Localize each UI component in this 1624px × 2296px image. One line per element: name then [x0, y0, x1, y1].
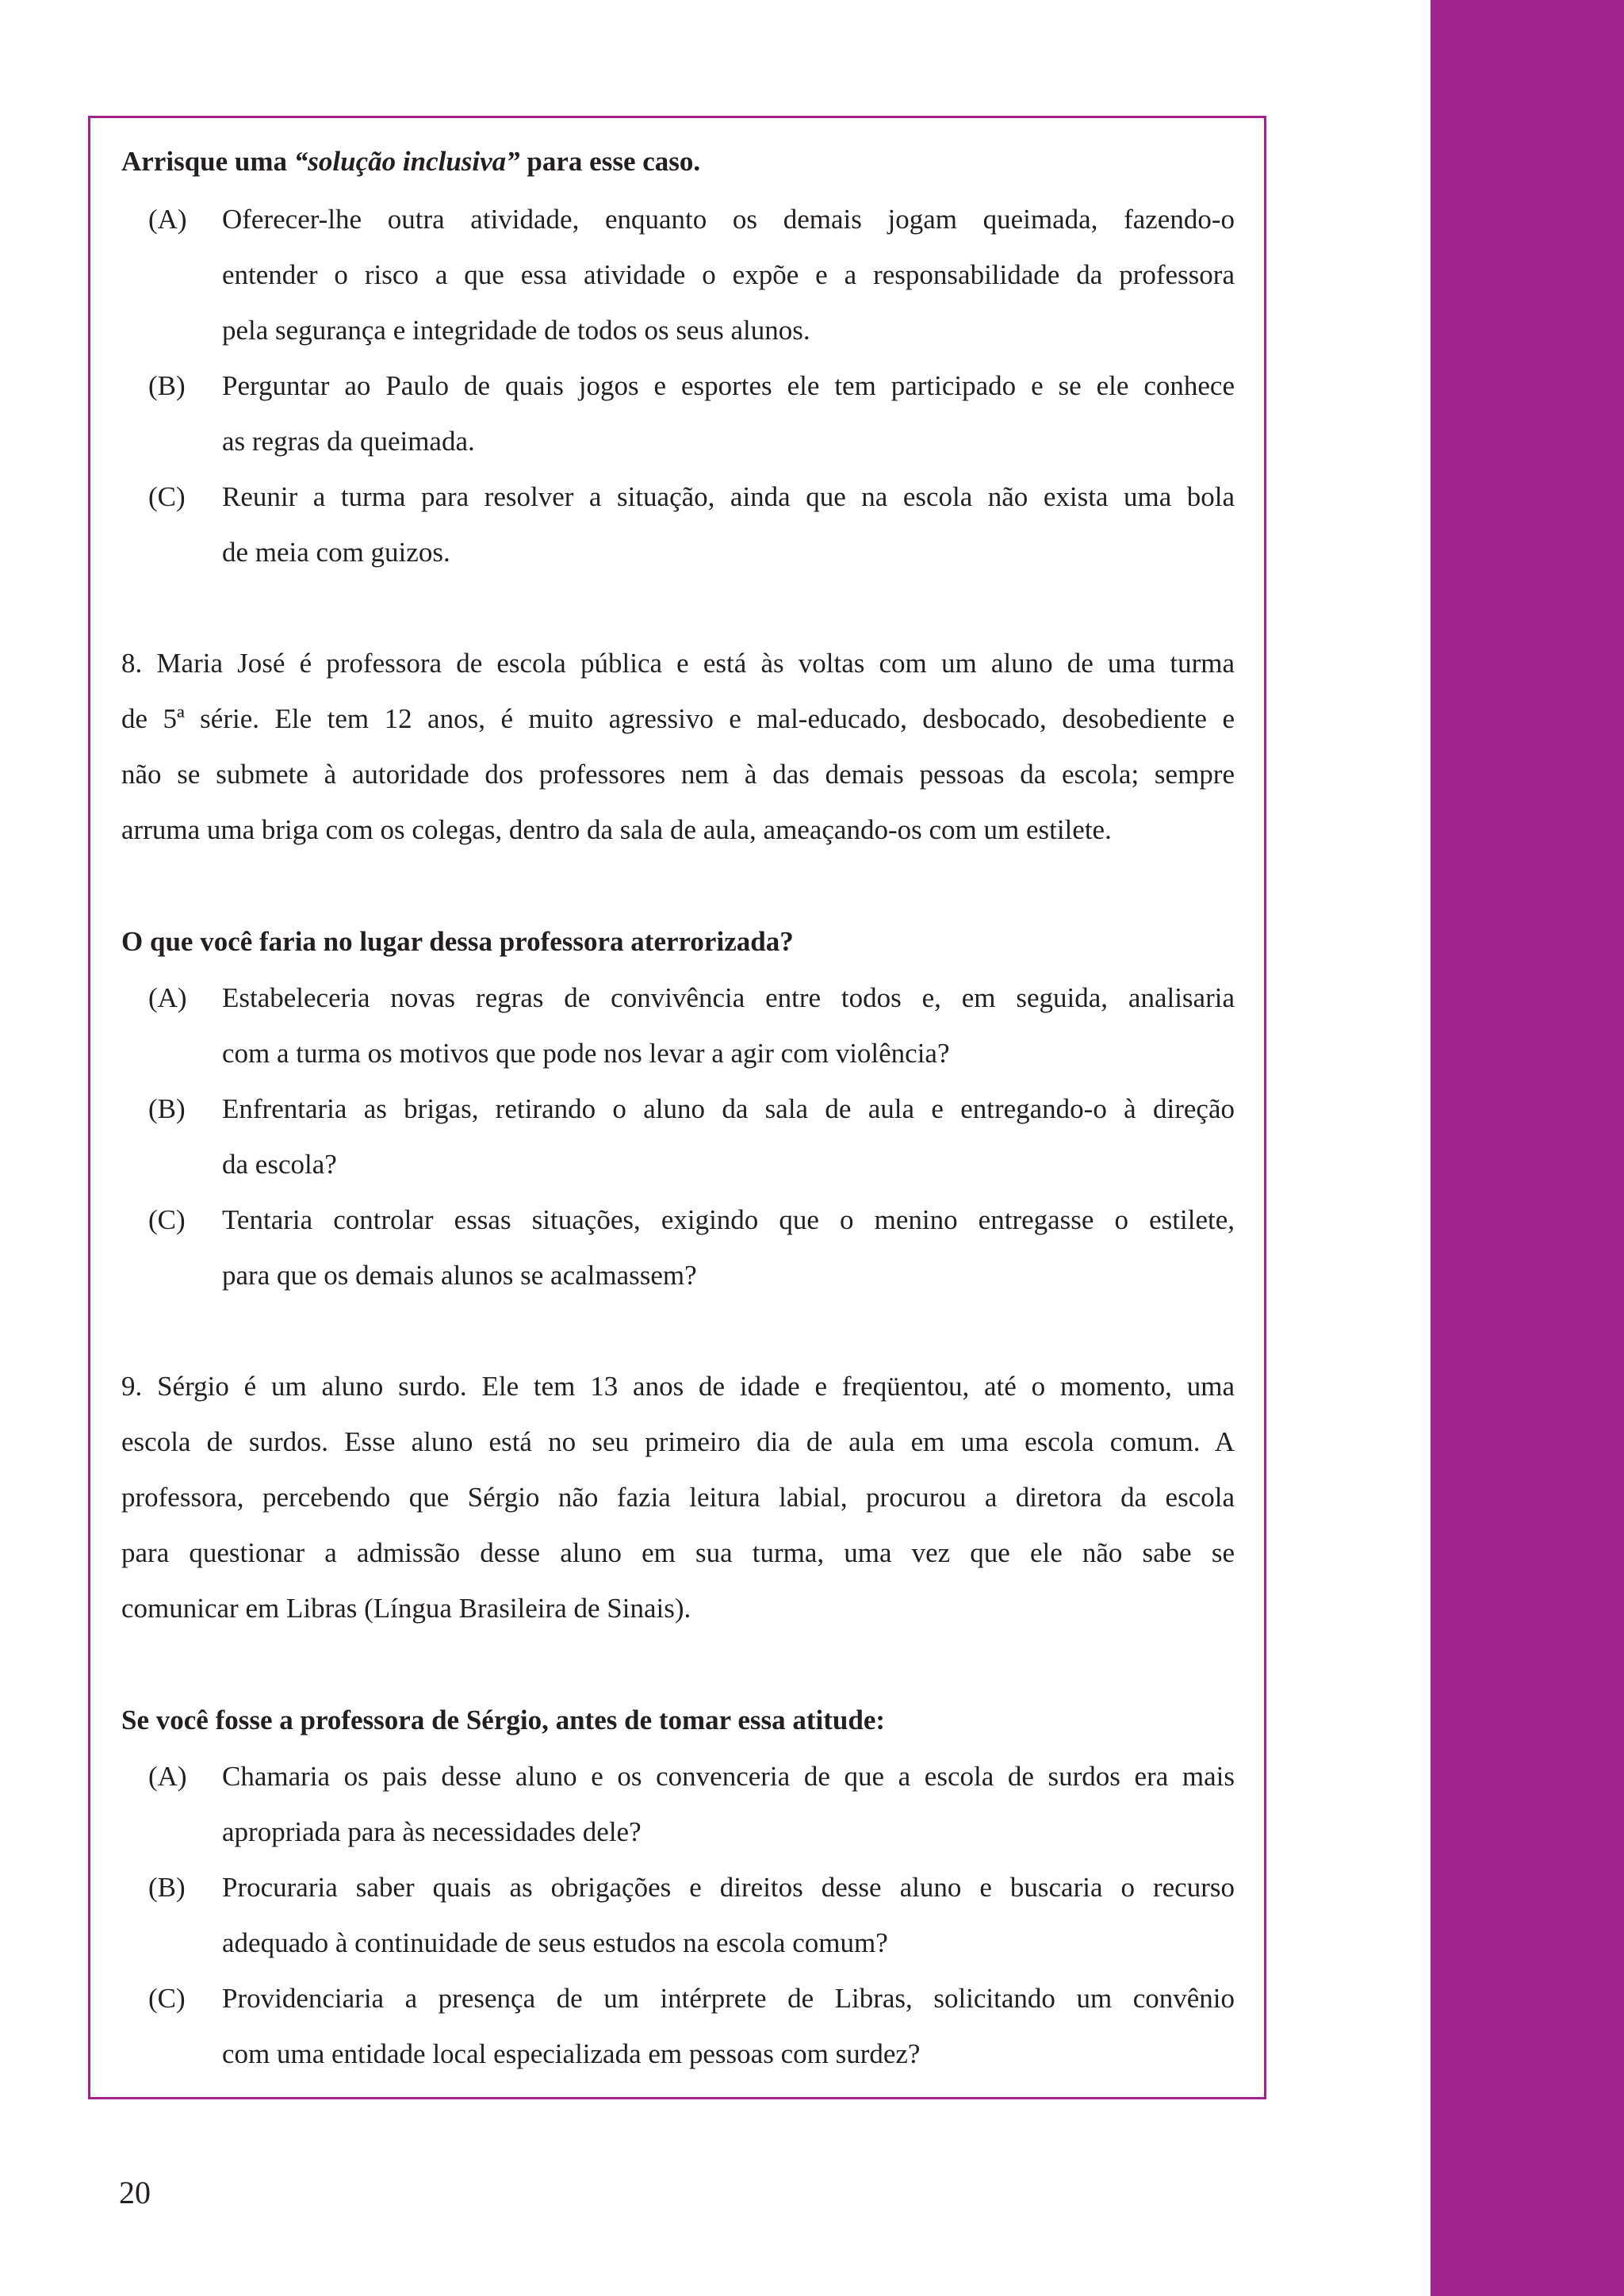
option-text-line: Perguntar ao Paulo de quais jogos e esportes ele tem participado e se ele conhece [222, 370, 1235, 401]
heading-suffix: para esse caso. [519, 146, 701, 177]
option-text-line: Reunir a turma para resolver a situação, ainda que na escola não exista uma bola [222, 481, 1235, 512]
option-label: (C) [148, 481, 186, 512]
option-label: (C) [148, 1204, 186, 1235]
option-text-line: da escola? [222, 1149, 337, 1180]
option-text-line: apropriada para às necessidades dele? [222, 1816, 642, 1847]
q9-paragraph-line: professora, percebendo que Sérgio não fazia leitura labial, procurou a diretora da escola [121, 1482, 1235, 1513]
option-text-line: de meia com guizos. [222, 537, 450, 568]
q8-paragraph-line: arruma uma briga com os colegas, dentro da sala de aula, ameaçando-os com um estilete. [121, 814, 1112, 845]
option-text-line: pela segurança e integridade de todos os seus alunos. [222, 315, 810, 346]
option-label: (B) [148, 1093, 186, 1124]
option-label: (A) [148, 1761, 187, 1792]
option-label: (A) [148, 204, 187, 235]
side-color-band [1431, 0, 1624, 2296]
q8-paragraph-line: 8. Maria José é professora de escola pública e está às voltas com um aluno de uma turma [121, 648, 1235, 679]
heading-prefix: Arrisque uma [121, 146, 294, 177]
option-text-line: para que os demais alunos se acalmassem? [222, 1260, 697, 1291]
block1-heading [121, 144, 1235, 179]
option-text-line: Oferecer-lhe outra atividade, enquanto os demais jogam queimada, fazendo-o [222, 204, 1235, 235]
q8-paragraph-line: não se submete à autoridade dos professores nem à das demais pessoas da escola; sempre [121, 759, 1235, 790]
option-text-line: entender o risco a que essa atividade o expõe e a responsabilidade da professora [222, 259, 1235, 290]
q9-paragraph-line: 9. Sérgio é um aluno surdo. Ele tem 13 anos de idade e freqüentou, até o momento, uma [121, 1371, 1235, 1402]
q9-paragraph-line: comunicar em Libras (Língua Brasileira de Sinais). [121, 1593, 691, 1624]
option-text-line: com uma entidade local especializada em pessoas com surdez? [222, 2038, 921, 2069]
option-text-line: Tentaria controlar essas situações, exigindo que o menino entregasse o estilete, [222, 1204, 1235, 1235]
option-text-line: as regras da queimada. [222, 426, 475, 457]
q8-question: O que você faria no lugar dessa professora aterrorizada? [121, 926, 794, 957]
option-text-line: Chamaria os pais desse aluno e os convenceria de que a escola de surdos era mais [222, 1761, 1235, 1792]
option-label: (A) [148, 982, 187, 1013]
option-label: (B) [148, 1872, 186, 1903]
heading-italic: “solução inclusiva” [293, 146, 520, 177]
q9-paragraph-line: para questionar a admissão desse aluno em sua turma, uma vez que ele não sabe se [121, 1537, 1235, 1568]
option-text-line: com a turma os motivos que pode nos levar a agir com violência? [222, 1038, 950, 1069]
option-label: (C) [148, 1983, 186, 2014]
page-number: 20 [119, 2175, 151, 2210]
option-text-line: Estabeleceria novas regras de convivência entre todos e, em seguida, analisaria [222, 982, 1235, 1013]
q9-question: Se você fosse a professora de Sérgio, antes de tomar essa atitude: [121, 1705, 886, 1735]
option-text-line: Enfrentaria as brigas, retirando o aluno da sala de aula e entregando-o à direção [222, 1093, 1235, 1124]
q8-paragraph-line: de 5ª série. Ele tem 12 anos, é muito agressivo e mal-educado, desbocado, desobediente e [121, 703, 1235, 734]
option-text-line: Providenciaria a presença de um intérprete de Libras, solicitando um convênio [222, 1983, 1235, 2014]
option-label: (B) [148, 370, 186, 401]
q9-paragraph-line: escola de surdos. Esse aluno está no seu primeiro dia de aula em uma escola comum. A [121, 1426, 1235, 1457]
option-text-line: Procuraria saber quais as obrigações e direitos desse aluno e buscaria o recurso [222, 1872, 1235, 1903]
option-text-line: adequado à continuidade de seus estudos na escola comum? [222, 1927, 888, 1958]
